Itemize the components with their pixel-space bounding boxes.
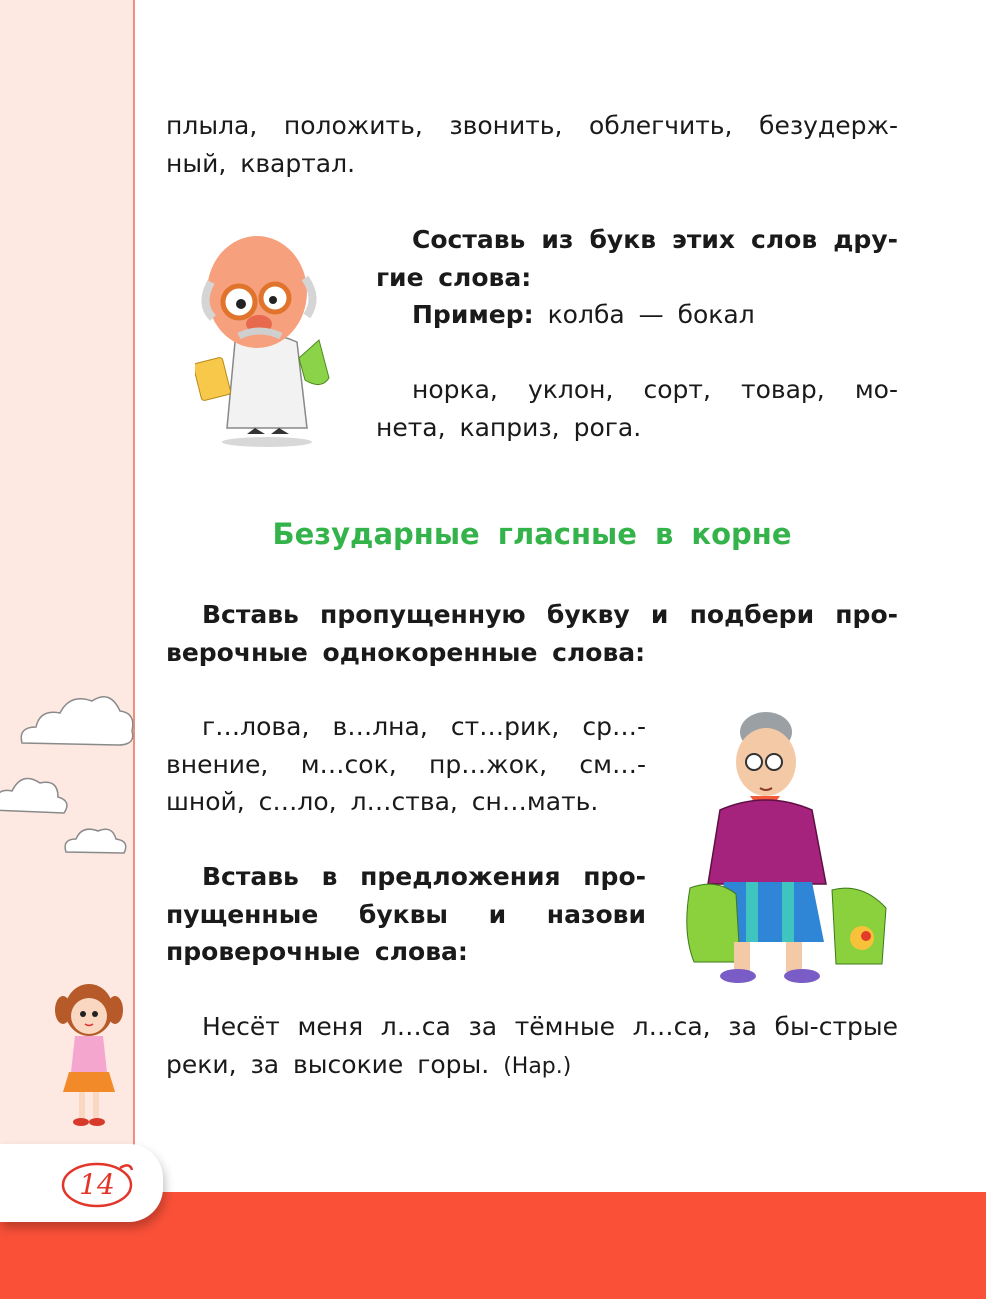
intro-word-list: плыла, положить, звонить, облегчить, безудерж-ный, квартал. — [166, 111, 898, 178]
example-text: колба — бокал — [547, 300, 755, 329]
sentence-text: Несёт меня л…са за тёмные л…са, за бы-стрые реки, за высокие горы. — [166, 1012, 898, 1079]
task3-sentence — [166, 1008, 898, 1085]
task1-example — [376, 296, 898, 334]
source-note: (Нар.) — [503, 1053, 572, 1079]
example-label: Пример: — [412, 300, 534, 329]
page-number: 14 — [79, 1167, 115, 1201]
professor-illustration — [195, 220, 345, 450]
clouds-illustration — [0, 675, 136, 865]
task2-words: г…лова, в…лна, ст…рик, ср…-внение, м…сок, пр…жок, см…-шной, с…ло, л…ства, сн…мать. — [166, 712, 646, 816]
grandmother-illustration — [686, 710, 891, 988]
girl-illustration — [45, 980, 133, 1130]
task3-instruction: Вставь в предложения про-пущенные буквы и назови проверочные слова: — [166, 862, 646, 966]
task1-words: норка, уклон, сорт, товар, мо-нета, каприз, рога. — [376, 375, 898, 442]
task2-instruction: Вставь пропущенную букву и подбери про-верочные однокоренные слова: — [166, 600, 898, 667]
section-heading: Безударные гласные в корне — [272, 517, 792, 551]
task1-instruction: Составь из букв этих слов дру-гие слова: — [376, 225, 898, 292]
